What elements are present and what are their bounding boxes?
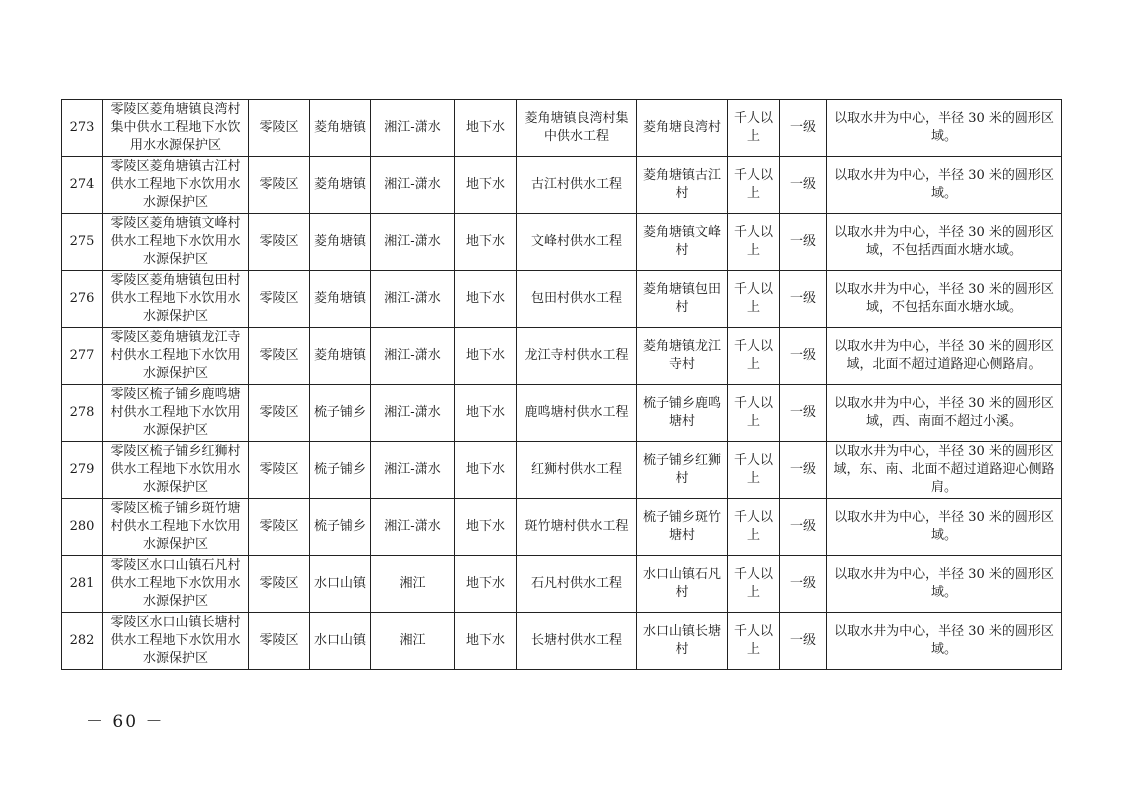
water-type-cell: 地下水 <box>455 328 517 385</box>
table-row <box>62 271 1062 328</box>
protection-level-cell: 一级 <box>780 556 827 613</box>
project-name-cell: 古江村供水工程 <box>517 157 637 214</box>
table-row <box>62 556 1062 613</box>
table-row <box>62 100 1062 157</box>
water-type-cell: 地下水 <box>455 214 517 271</box>
location-cell: 菱角塘镇龙江寺村 <box>637 328 728 385</box>
district-cell: 零陵区 <box>249 328 310 385</box>
protection-level-cell: 一级 <box>780 442 827 499</box>
town-cell: 水口山镇 <box>310 613 371 670</box>
project-name-cell: 包田村供水工程 <box>517 271 637 328</box>
location-cell: 梳子铺乡斑竹塘村 <box>637 499 728 556</box>
protection-area-name-cell: 零陵区菱角塘镇龙江寺村供水工程地下水饮用水源保护区 <box>103 328 249 385</box>
town-cell: 梳子铺乡 <box>310 385 371 442</box>
location-cell: 水口山镇长塘村 <box>637 613 728 670</box>
project-name-cell: 龙江寺村供水工程 <box>517 328 637 385</box>
water-type-cell: 地下水 <box>455 100 517 157</box>
town-cell: 菱角塘镇 <box>310 328 371 385</box>
service-scale-cell: 千人以上 <box>728 613 780 670</box>
row-number-cell: 275 <box>62 214 103 271</box>
project-name-cell: 菱角塘镇良湾村集中供水工程 <box>517 100 637 157</box>
town-cell: 梳子铺乡 <box>310 499 371 556</box>
water-type-cell: 地下水 <box>455 556 517 613</box>
row-number-cell: 282 <box>62 613 103 670</box>
location-cell: 菱角塘良湾村 <box>637 100 728 157</box>
row-number-cell: 281 <box>62 556 103 613</box>
protection-area-name-cell: 零陵区菱角塘镇古江村供水工程地下水饮用水水源保护区 <box>103 157 249 214</box>
protection-scope-cell: 以取水井为中心，半径 30 米的圆形区域。 <box>827 157 1062 214</box>
protection-level-cell: 一级 <box>780 385 827 442</box>
protection-scope-cell: 以取水井为中心，半径 30 米的圆形区域。 <box>827 100 1062 157</box>
protection-level-cell: 一级 <box>780 214 827 271</box>
protection-area-name-cell: 零陵区水口山镇长塘村供水工程地下水饮用水水源保护区 <box>103 613 249 670</box>
protection-scope-cell: 以取水井为中心，半径 30 米的圆形区域。 <box>827 556 1062 613</box>
basin-cell: 湘江-潇水 <box>371 385 455 442</box>
district-cell: 零陵区 <box>249 214 310 271</box>
district-cell: 零陵区 <box>249 556 310 613</box>
protection-scope-cell: 以取水井为中心，半径 30 米的圆形区域，不包括东面水塘水域。 <box>827 271 1062 328</box>
district-cell: 零陵区 <box>249 499 310 556</box>
service-scale-cell: 千人以上 <box>728 556 780 613</box>
protection-area-name-cell: 零陵区菱角塘镇良湾村集中供水工程地下水饮用水水源保护区 <box>103 100 249 157</box>
table-row <box>62 613 1062 670</box>
service-scale-cell: 千人以上 <box>728 328 780 385</box>
protection-scope-cell: 以取水井为中心，半径 30 米的圆形区域，北面不超过道路迎心侧路肩。 <box>827 328 1062 385</box>
project-name-cell: 红狮村供水工程 <box>517 442 637 499</box>
table-row <box>62 214 1062 271</box>
protection-scope-cell: 以取水井为中心，半径 30 米的圆形区域，西、南面不超过小溪。 <box>827 385 1062 442</box>
district-cell: 零陵区 <box>249 100 310 157</box>
basin-cell: 湘江 <box>371 556 455 613</box>
location-cell: 水口山镇石凡村 <box>637 556 728 613</box>
town-cell: 梳子铺乡 <box>310 442 371 499</box>
row-number-cell: 277 <box>62 328 103 385</box>
protection-area-name-cell: 零陵区梳子铺乡鹿鸣塘村供水工程地下水饮用水源保护区 <box>103 385 249 442</box>
project-name-cell: 文峰村供水工程 <box>517 214 637 271</box>
protection-area-name-cell: 零陵区菱角塘镇包田村供水工程地下水饮用水水源保护区 <box>103 271 249 328</box>
water-source-protection-table <box>61 99 1062 670</box>
location-cell: 菱角塘镇文峰村 <box>637 214 728 271</box>
protection-level-cell: 一级 <box>780 157 827 214</box>
protection-scope-cell: 以取水井为中心，半径 30 米的圆形区域。 <box>827 499 1062 556</box>
district-cell: 零陵区 <box>249 613 310 670</box>
row-number-cell: 279 <box>62 442 103 499</box>
town-cell: 水口山镇 <box>310 556 371 613</box>
town-cell: 菱角塘镇 <box>310 214 371 271</box>
protection-area-name-cell: 零陵区梳子铺乡斑竹塘村供水工程地下水饮用水源保护区 <box>103 499 249 556</box>
table-row <box>62 442 1062 499</box>
table-row <box>62 385 1062 442</box>
service-scale-cell: 千人以上 <box>728 499 780 556</box>
location-cell: 梳子铺乡红狮村 <box>637 442 728 499</box>
protection-level-cell: 一级 <box>780 271 827 328</box>
project-name-cell: 石凡村供水工程 <box>517 556 637 613</box>
water-type-cell: 地下水 <box>455 442 517 499</box>
town-cell: 菱角塘镇 <box>310 271 371 328</box>
town-cell: 菱角塘镇 <box>310 157 371 214</box>
project-name-cell: 鹿鸣塘村供水工程 <box>517 385 637 442</box>
protection-level-cell: 一级 <box>780 499 827 556</box>
service-scale-cell: 千人以上 <box>728 100 780 157</box>
water-type-cell: 地下水 <box>455 385 517 442</box>
basin-cell: 湘江 <box>371 613 455 670</box>
basin-cell: 湘江-潇水 <box>371 328 455 385</box>
protection-area-name-cell: 零陵区菱角塘镇文峰村供水工程地下水饮用水水源保护区 <box>103 214 249 271</box>
service-scale-cell: 千人以上 <box>728 385 780 442</box>
service-scale-cell: 千人以上 <box>728 214 780 271</box>
location-cell: 菱角塘镇古江村 <box>637 157 728 214</box>
protection-level-cell: 一级 <box>780 613 827 670</box>
basin-cell: 湘江-潇水 <box>371 100 455 157</box>
water-type-cell: 地下水 <box>455 157 517 214</box>
protection-scope-cell: 以取水井为中心，半径 30 米的圆形区域，东、南、北面不超过道路迎心侧路肩。 <box>827 442 1062 499</box>
row-number-cell: 278 <box>62 385 103 442</box>
basin-cell: 湘江-潇水 <box>371 499 455 556</box>
protection-area-name-cell: 零陵区梳子铺乡红狮村供水工程地下水饮用水水源保护区 <box>103 442 249 499</box>
protection-level-cell: 一级 <box>780 100 827 157</box>
table-row <box>62 157 1062 214</box>
service-scale-cell: 千人以上 <box>728 442 780 499</box>
row-number-cell: 274 <box>62 157 103 214</box>
protection-level-cell: 一级 <box>780 328 827 385</box>
water-type-cell: 地下水 <box>455 499 517 556</box>
water-type-cell: 地下水 <box>455 613 517 670</box>
district-cell: 零陵区 <box>249 157 310 214</box>
row-number-cell: 273 <box>62 100 103 157</box>
basin-cell: 湘江-潇水 <box>371 157 455 214</box>
town-cell: 菱角塘镇 <box>310 100 371 157</box>
table-body <box>62 100 1062 670</box>
row-number-cell: 276 <box>62 271 103 328</box>
table-row <box>62 328 1062 385</box>
basin-cell: 湘江-潇水 <box>371 214 455 271</box>
basin-cell: 湘江-潇水 <box>371 442 455 499</box>
table-row <box>62 499 1062 556</box>
district-cell: 零陵区 <box>249 385 310 442</box>
protection-scope-cell: 以取水井为中心，半径 30 米的圆形区域。 <box>827 613 1062 670</box>
district-cell: 零陵区 <box>249 271 310 328</box>
service-scale-cell: 千人以上 <box>728 271 780 328</box>
row-number-cell: 280 <box>62 499 103 556</box>
location-cell: 梳子铺乡鹿鸣塘村 <box>637 385 728 442</box>
project-name-cell: 长塘村供水工程 <box>517 613 637 670</box>
service-scale-cell: 千人以上 <box>728 157 780 214</box>
project-name-cell: 斑竹塘村供水工程 <box>517 499 637 556</box>
district-cell: 零陵区 <box>249 442 310 499</box>
protection-scope-cell: 以取水井为中心，半径 30 米的圆形区域，不包括西面水塘水域。 <box>827 214 1062 271</box>
water-type-cell: 地下水 <box>455 271 517 328</box>
page-number: － 60 － <box>86 712 165 732</box>
location-cell: 菱角塘镇包田村 <box>637 271 728 328</box>
basin-cell: 湘江-潇水 <box>371 271 455 328</box>
protection-area-name-cell: 零陵区水口山镇石凡村供水工程地下水饮用水水源保护区 <box>103 556 249 613</box>
